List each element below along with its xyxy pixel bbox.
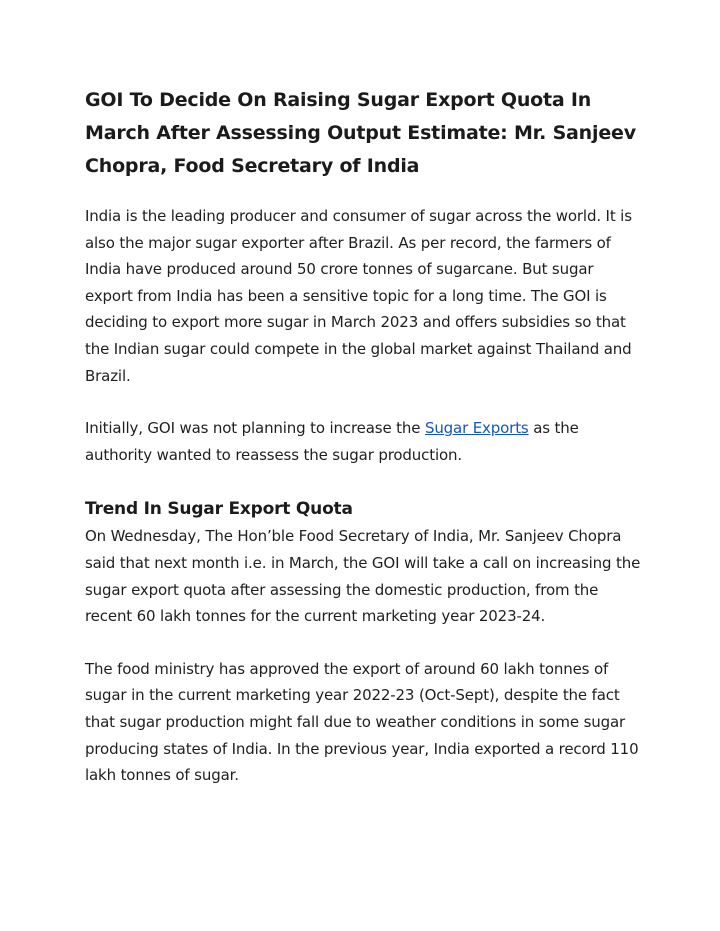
food-secretary-paragraph: On Wednesday, The Hon’ble Food Secretary of India, Mr. Sanjeev Chopra said that next month i.e. in March, the GOI will take a call on increasing the sugar export quota after assessing the domestic production, from the recent 60 lakh tonnes for the current marketing year 2023-24. xyxy=(85,527,641,626)
export-approval-paragraph: The food ministry has approved the export of around 60 lakh tonnes of sugar in the current marketing year 2022-23 (Oct-Sept), despite the fact that sugar production might fall due to weather conditions in some sugar producing states of India. In the previous year, India exported a record 110 lakh tonnes of sugar. xyxy=(85,659,639,785)
section-heading: Trend In Sugar Export Quota xyxy=(85,499,353,520)
intro-paragraph: India is the leading producer and consumer of sugar across the world. It is also the major sugar exporter after Brazil. As per record, the farmers of India have produced around 50 crore tonnes of sugarcane. But sugar export from India has been a sensitive topic for a long time. The GOI is deciding to export more sugar in March 2023 and offers subsidies so that the Indian sugar could compete in the global market against Thailand and Brazil. xyxy=(85,207,632,385)
document-page xyxy=(85,84,645,789)
sugar-exports-link[interactable]: Sugar Exports xyxy=(424,419,529,438)
paragraph-text-after-link: as the authority wanted to reassess the sugar production. xyxy=(85,419,579,464)
paragraph-text-before-link: Initially, GOI was not planning to increase the xyxy=(85,419,425,438)
article-title: GOI To Decide On Raising Sugar Export Quota In March After Assessing Output Estimate: Mr. Sanjeev Chopra, Food Secretary of India xyxy=(85,89,636,177)
sugar-exports-paragraph xyxy=(85,415,645,468)
